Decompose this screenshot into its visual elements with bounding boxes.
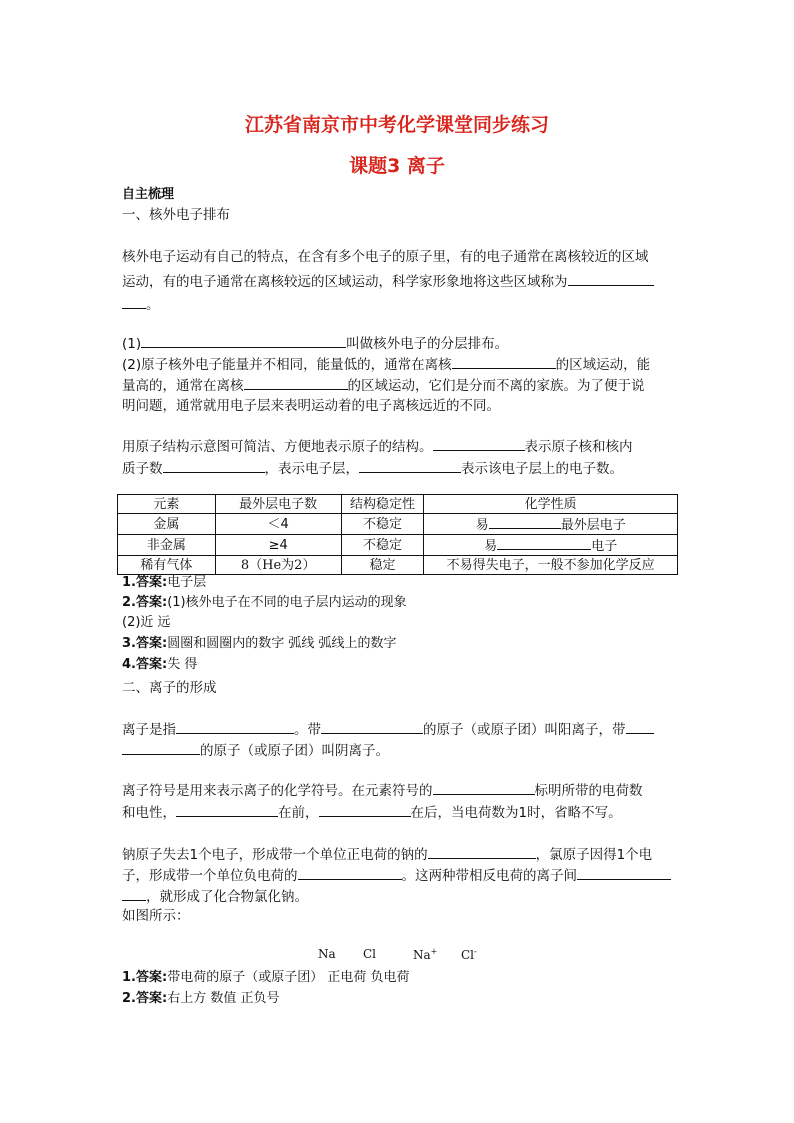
fill-blank[interactable] (122, 886, 146, 901)
document-title: 江苏省南京市中考化学课堂同步练习 (244, 114, 549, 136)
question-2-line: 明问题，通常就用电子层来表明运动着的电子离核远近的不同。 (122, 398, 500, 414)
table-row (118, 535, 678, 556)
fill-blank[interactable] (497, 535, 591, 550)
fill-blank[interactable] (122, 294, 146, 309)
table-header: 结构稳定性 (341, 495, 424, 514)
paragraph-line: 离子是指 。带 的原子（或原子团）叫阳离子，带 (122, 719, 654, 740)
answer-line: 3.答案:圆圈和圆圈内的数字 弧线 弧线上的数字 (122, 636, 397, 651)
paragraph-line: 核外电子运动有自己的特点，在含有多个电子的原子里，有的电子通常在离核较近的区域 (122, 249, 649, 265)
answer-line: 4.答案:失 得 (122, 657, 198, 672)
fill-blank[interactable] (176, 719, 294, 734)
table-cell: 稀有气体 (118, 556, 216, 575)
answer-line: (2)近 远 (122, 615, 171, 630)
table-cell: 易 电子 (424, 535, 678, 556)
question-1: (1) 叫做核外电子的分层排布。 (122, 333, 508, 354)
question-2: (2)原子核外电子能量并不相同，能量低的，通常在离核 的区域运动，能 (122, 354, 650, 375)
paragraph-line: 。 (122, 294, 160, 315)
fill-blank[interactable] (359, 458, 461, 473)
sodium-ion-label: Na+ (413, 947, 438, 962)
fill-blank[interactable] (176, 802, 278, 817)
table-cell: 不稳定 (341, 514, 424, 535)
table-cell: 8（He为2） (215, 556, 341, 575)
question-2-line: 量高的，通常在离核 的区域运动，它们是分而不离的家族。为了便于说 (122, 375, 645, 396)
table-cell: 非金属 (118, 535, 216, 556)
paragraph-line: 离子符号是用来表示离子的化学符号。在元素符号的 标明所带的电荷数 (122, 780, 643, 801)
fill-blank[interactable] (321, 719, 423, 734)
paragraph-line: 钠原子失去1个电子，形成带一个单位正电荷的钠的 ，氯原子因得1个电 (122, 844, 652, 865)
sodium-atom-label: Na (318, 947, 336, 961)
section1-heading: 一、核外电子排布 (122, 207, 230, 223)
table-cell: 金属 (118, 514, 216, 535)
fill-blank[interactable] (577, 865, 671, 880)
fill-blank[interactable] (122, 740, 200, 755)
paragraph-line: 运动，有的电子通常在离核较远的区域运动，科学家形象地将这些区域称为 (122, 271, 654, 292)
table-header-row (118, 495, 678, 514)
chlorine-atom-label: Cl (363, 947, 377, 961)
paragraph-line: 和电性， 在前， 在后，当电荷数为1时，省略不写。 (122, 802, 622, 823)
table-header: 元素 (118, 495, 216, 514)
fill-blank[interactable] (141, 333, 346, 348)
paragraph-line: ，就形成了化合物氯化钠。 (122, 886, 308, 907)
paragraph-line: 子，形成带一个单位负电荷的 。这两种带相反电荷的离子间 (122, 865, 671, 886)
table-row (118, 514, 678, 535)
answer-line: 1.答案:电子层 (122, 575, 207, 590)
answer-line: 2.答案:右上方 数值 正负号 (122, 991, 280, 1006)
fill-blank[interactable] (626, 719, 654, 734)
fill-blank[interactable] (568, 271, 654, 286)
section2-heading: 二、离子的形成 (122, 680, 217, 696)
paragraph-line: 用原子结构示意图可简洁、方便地表示原子的结构。 表示原子核和核内 (122, 436, 633, 457)
table-header: 化学性质 (424, 495, 678, 514)
chloride-ion-label: Cl- (461, 947, 477, 962)
fill-blank[interactable] (319, 802, 411, 817)
table-header: 最外层电子数 (215, 495, 341, 514)
table-cell: 稳定 (341, 556, 424, 575)
lesson-title: 课题3 离子 (349, 155, 445, 177)
fill-blank[interactable] (163, 458, 265, 473)
paragraph-line: 如图所示： (122, 908, 190, 924)
fill-blank[interactable] (298, 865, 402, 880)
element-properties-table (117, 494, 678, 575)
fill-blank[interactable] (489, 514, 561, 529)
paragraph-line: 的原子（或原子团）叫阴离子。 (122, 740, 389, 761)
table-cell: 易 最外层电子 (424, 514, 678, 535)
table-cell: ＜4 (215, 514, 341, 535)
answer-line: 2.答案:(1)核外电子在不同的电子层内运动的现象 (122, 595, 407, 610)
table-row (118, 556, 678, 575)
paragraph-line: 质子数 ，表示电子层， 表示该电子层上的电子数。 (122, 458, 623, 479)
answer-line: 1.答案:带电荷的原子（或原子团） 正电荷 负电荷 (122, 970, 410, 985)
fill-blank[interactable] (244, 375, 348, 390)
section-label: 自主梳理 (122, 187, 175, 202)
table-cell: 不易得失电子，一般不参加化学反应 (424, 556, 678, 575)
ion-formation-diagram (0, 947, 794, 967)
table-cell: ≥4 (215, 535, 341, 556)
fill-blank[interactable] (433, 780, 535, 795)
table-cell: 不稳定 (341, 535, 424, 556)
fill-blank[interactable] (452, 354, 556, 369)
fill-blank[interactable] (428, 844, 536, 859)
fill-blank[interactable] (433, 436, 525, 451)
